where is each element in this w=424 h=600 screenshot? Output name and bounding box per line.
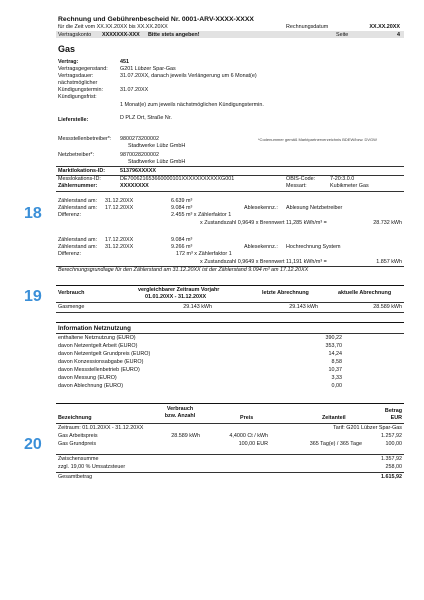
delivery-label: Lieferstelle: [58,117,89,123]
divider [56,191,404,192]
grid-usage-row-value: 390,22 [325,335,342,341]
termination-date-value: 31.07.20XX [120,87,149,93]
grid-operator-label: Netzbetreiber*: [58,152,94,158]
vat-label: zzgl. 19,00 % Umsatzsteuer [58,464,126,470]
difference-value: 2.455 m³ x Zählerfaktor 1 [171,212,232,218]
grid-usage-title: Information Netznutzung [58,325,131,332]
measurement-type-label: Messart: [286,183,307,189]
reading-label: Zählerstand am: [58,198,97,204]
meter-operator-name: Stadtwerke Lübz GmbH [128,143,186,149]
grid-usage-row-value: 10,37 [328,367,342,373]
reading-reason: Hochrechnung System [286,244,341,250]
current-billing-header: aktuelle Abrechnung [338,290,392,296]
billing-row-price: 4,4000 Ct / kWh [229,433,268,439]
gas-quantity-current: 28.589 kWh [373,304,402,310]
reading-value: 9.084 m³ [171,205,193,211]
account-label: Vertragskonto [58,31,92,38]
divider [56,333,404,334]
difference-value: 172 m³ x Zählerfaktor 1 [176,251,232,257]
grid-usage-row-value: 0,00 [331,383,342,389]
billing-row-label: Gas Arbeitspreis [58,433,98,439]
gas-quantity-prev-year: 29.143 kWh [183,304,212,310]
grid-usage-row-value: 14,24 [328,351,342,357]
obis-value: 7-20:3.0.0 [330,176,355,182]
grid-usage-row-label: davon Konzessionsabgabe (EURO) [58,359,144,365]
subject-label: Vertragsgegenstand: [58,66,108,72]
price-column-header: Preis [240,415,254,421]
quantity-column-header: bzw. Anzahl [164,413,196,419]
billing-row-price: 100,00 EUR [238,441,268,447]
reading-reason: Ablesung Netzbetreiber [286,205,343,211]
grid-usage-row-value: 353,70 [325,343,342,349]
date-value: XX.XX.20XX [369,24,400,30]
reading-label: Zählerstand am: [58,244,97,250]
market-location-label: Marktlokations-ID: [58,168,106,174]
reading-label: Zählerstand am: [58,205,97,211]
gas-quantity-last: 29.143 kWh [289,304,318,310]
tariff-name: Tarif: G201 Lübzer Spar-Gas [333,425,402,431]
metering-location-label: Messlokations-ID: [58,176,101,182]
contract-label: Vertrag: [58,59,79,65]
section-title: Gas [58,44,76,54]
billing-row-quantity: 28.589 kWh [171,433,200,439]
notice: Bitte stets angeben! [148,31,200,38]
conversion-formula: x Zustandszahl 0,9649 x Brennwert 11,191 kWh/m³ = [200,259,327,265]
billing-row-label: Gas Grundpreis [58,441,97,447]
time-share-header: Zeitanteil [322,415,346,421]
billing-row-amount: 100,00 [385,441,402,447]
grid-usage-row-label: enthaltene Netznutzung (EURO) [58,335,136,341]
divider [56,454,404,455]
comparison-period-dates: 01.01.20XX - 31.12.20XX [145,294,207,300]
reading-date: 31.12.20XX [105,244,134,250]
billing-row-amount: 1.257,92 [381,433,402,439]
conversion-result: 28.732 kWh [373,220,402,226]
consumption-column-header: Verbrauch [166,406,194,412]
reading-value: 9.266 m³ [171,244,193,250]
meter-operator-label: Messstellenbetreiber*: [58,136,112,142]
meter-number-label: Zählernummer: [58,183,98,189]
billing-row-time-share: 365 Tag(e) / 365 Tage [309,441,362,447]
grid-usage-row-value: 8,58 [331,359,342,365]
calculation-note: Berechnungsgrundlage für den Zählerstand am 31.12.20XX ist der Zählerstand 9.094 m³ am 17.12.20XX [58,267,309,273]
designation-header: Bezeichnung [58,415,92,421]
subtotal-value: 1.357,92 [381,456,402,462]
vat-value: 258,00 [385,464,402,470]
reading-date: 17.12.20XX [105,205,134,211]
grid-usage-row-label: davon Netzentgelt Grundpreis (EURO) [58,351,151,357]
page-value: 4 [397,31,400,38]
measurement-type-value: Kubikmeter Gas [330,183,369,189]
page-label: Seite [336,31,349,38]
reading-reason-label: Ablesekennz.: [244,244,278,250]
divider [56,302,404,303]
notice-period-value: 1 Monat(e) zum jeweils nächstmöglichen Kündigungstermin. [120,102,264,108]
reading-value: 9.084 m³ [171,237,193,243]
marker-18: 18 [24,205,42,222]
billing-period: Zeitraum: 01.01.20XX - 31.12.20XX [58,425,144,431]
gas-quantity-label: Gasmenge [58,304,85,310]
reading-value: 6.639 m³ [171,198,193,204]
divider [56,312,404,313]
grid-usage-row-value: 3,33 [331,375,342,381]
obis-label: OBIS-Code: [286,176,316,182]
total-label: Gesamtbetrag [58,474,93,480]
divider [56,322,404,323]
meter-number-value: XXXXXXXX [120,183,149,189]
reading-reason-label: Ablesekennz.: [244,205,278,211]
meter-operator-code: 9800273200002 [120,136,159,142]
conversion-result: 1.857 kWh [376,259,402,265]
divider [56,403,404,404]
notice-period-label: Kündigungsfrist: [58,94,97,100]
difference-label: Differenz: [58,251,81,257]
difference-label: Differenz: [58,212,81,218]
contract-value: 451 [120,59,129,65]
grid-operator-name: Stadtwerke Lübz GmbH [128,159,186,165]
last-billing-header: letzte Abrechnung [262,290,309,296]
divider [56,285,404,286]
grid-usage-row-label: davon Messung (EURO) [58,375,117,381]
metering-location-value: DE700621653660000101XXXXXXXXXXXG001 [120,176,235,182]
grid-usage-row-label: davon Ablechnung (EURO) [58,383,124,389]
date-label: Rechnungsdatum [286,24,329,30]
consumption-header: Verbrauch [58,290,85,296]
account-value: XXXXXXX-XXX [102,31,140,38]
amount-header: Betrag [384,408,402,414]
conversion-formula: x Zustandszahl 0,9649 x Brennwert 11,285 kWh/m³ = [200,220,327,226]
comparison-period-header: vergleichbarer Zeitraum Vorjahr [138,287,220,293]
reading-date: 31.12.20XX [105,198,134,204]
grid-usage-row-label: davon Netzentgelt Arbeit (EURO) [58,343,138,349]
currency-header: EUR [390,415,402,421]
total-value: 1.615,92 [381,474,402,480]
divider [56,472,404,473]
delivery-value: D PLZ Ort, Straße Nr. [120,115,172,121]
operator-code-note: *Codenummer gemäß Marktpartnerverzeichnis BDEW/bzw. DVGW [258,137,377,142]
divider [56,423,404,424]
grid-usage-row-label: davon Messstellenbetrieb (EURO) [58,367,140,373]
grid-operator-code: 9870028200002 [120,152,159,158]
marker-19: 19 [24,288,42,305]
invoice-title: Rechnung und Gebührenbescheid Nr. 0001-ARV-XXXX-XXXX [58,16,254,23]
divider [56,166,404,167]
market-location-value: 513796XXXXX [120,168,156,174]
marker-20: 20 [24,436,42,453]
subtotal-label: Zwischensumme [58,456,99,462]
subject-value: G201 Lübzer Spar-Gas [120,66,176,72]
next-possible-label: nächstmöglicher [58,80,98,86]
reading-date: 17.12.20XX [105,237,134,243]
duration-label: Vertragsdauer: [58,73,94,79]
termination-date-label: Kündigungstermin: [58,87,103,93]
duration-value: 31.07.20XX, danach jeweils Verlängerung um 6 Monat(e) [120,73,257,79]
period-line: für die Zeit vom XX.XX.20XX bis XX.XX.20XX [58,24,168,30]
reading-label: Zählerstand am: [58,237,97,243]
